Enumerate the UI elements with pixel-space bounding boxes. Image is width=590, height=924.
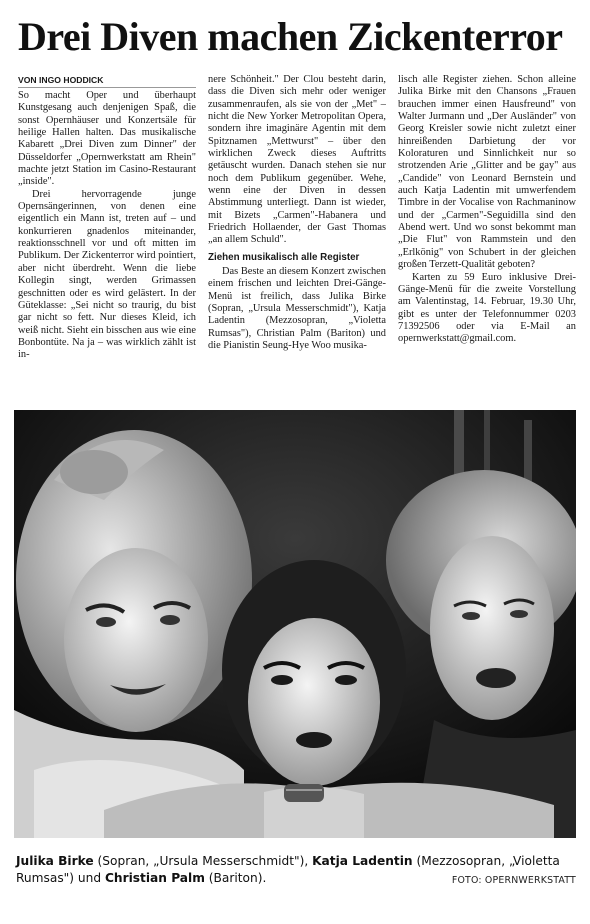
article-body xyxy=(18,74,576,400)
caption-text: (Bariton). xyxy=(204,871,267,885)
paragraph: Drei hervorragende junge Opernsängerinnen, von denen eine eigentlich ein Mann ist, treten auf – und konkurrieren gnadenlos miteinander, reaktionsschnell vor und oft mitten im Publikum. Der Zickenterror wird pointiert, aber nicht überdreht. Wenn die liebe Kollegin singt, werden Grimassen geschnitten oder es wird gelästert. In der Güteklasse: „Sei nicht so traurig, du bist gar nicht so fett. Nur dieses Kleid, ich weiß nicht. Sieht ein bisschen aus wie eine Bonbontüte. Na ja – was wirklich zählt ist in- xyxy=(18,188,196,361)
column-2 xyxy=(208,74,386,400)
caption-text: (Sopran, „Ursula Messerschmidt"), xyxy=(93,854,313,868)
paragraph: So macht Oper und überhaupt Kunstgesang auch denjenigen Spaß, die sonst Opernhäuser und Konzertsäle für heilige Hallen halten. Das musikalische Kabarett „Drei Diven zum Dinner" der Düsseldorfer „Opernwerkstatt am Rhein" machte jetzt Station im Casino-Restaurant „inside". xyxy=(18,90,196,188)
photo-credit: FOTO: OPERNWERKSTATT xyxy=(451,875,576,886)
column-3 xyxy=(398,74,576,400)
byline: VON INGO HODDICK xyxy=(18,74,196,88)
paragraph: Das Beste an diesem Konzert zwischen einem frischen und leichten Drei-Gänge-Menü ist freilich, dass Julika Birke (Sopran, „Ursula Messerschmidt"), Katja Ladentin (Mezzosopran, „Violetta Rumsas"), Christian Palm (Bariton) und die Pianistin Seung-Hye Woo musika- xyxy=(208,265,386,351)
caption-name: Julika Birke xyxy=(16,854,94,868)
caption-name: Katja Ladentin xyxy=(312,854,413,868)
paragraph: nere Schönheit." Der Clou besteht darin, dass die Diven sich mehr oder weniger zusammenraufen, als sie von der „Met" – nicht die New Yorker Metropolitan Opera, sondern ihre imaginäre Agentin mit dem Spitznamen „Mettwurst" – über den wirklichen Zweck dieses Auftritts getäuscht wurden. Danach stehen sie nur noch dem Publikum gegenüber. Wehe, wenn eine der Diven in dessen Abstimmung unterliegt. Dann ist wieder, mit Bizets „Carmen"-Habanera und Friedrich Hollaender, der Gast Thomas „an allem Schuld". xyxy=(208,74,386,246)
column-1 xyxy=(18,74,196,400)
press-photo xyxy=(14,410,576,838)
caption-name: Christian Palm xyxy=(104,871,205,885)
paragraph: Karten zu 59 Euro inklusive Drei-Gänge-Menü für die zweite Vorstellung am Valentinstag, 14. Februar, 19.30 Uhr, gibt es unter der Telefonnummer 0203 71392506 oder via E-Mail an opernwerkstatt@gmail.com. xyxy=(398,271,576,345)
subheading: Ziehen musikalisch alle Register xyxy=(208,251,360,263)
caption-text: (Mezzosopran, „Violetta Rumsas") und xyxy=(16,854,560,885)
paragraph: lisch alle Register ziehen. Schon alleine Julika Birke mit den Chansons „Frauen brauchen immer einen Hausfreund" von Walter Jurmann und „Der Ausländer" von Georg Kreisler sowie nicht zuletzt einer hinreißenden Darbietung der vor Koloraturen und Sinnlichkeit nur so strotzenden Arie „Glitter and be gay" aus „Candide" von Leonard Bernstein und auch Katja Ladentin mit umwerfendem Timbre in der Vocalise von Rachmaninow und der „Carmen"-Seguidilla sind den Abend wert. Und wo sonst bekommt man „Die Flut" von Rammstein und den „Erlkönig" von Schubert in der gleichen großen Terzett-Qualität geboten? xyxy=(398,74,576,271)
article-headline: Drei Diven machen Zickenterror xyxy=(18,14,563,59)
photo-three-singers xyxy=(14,410,576,838)
